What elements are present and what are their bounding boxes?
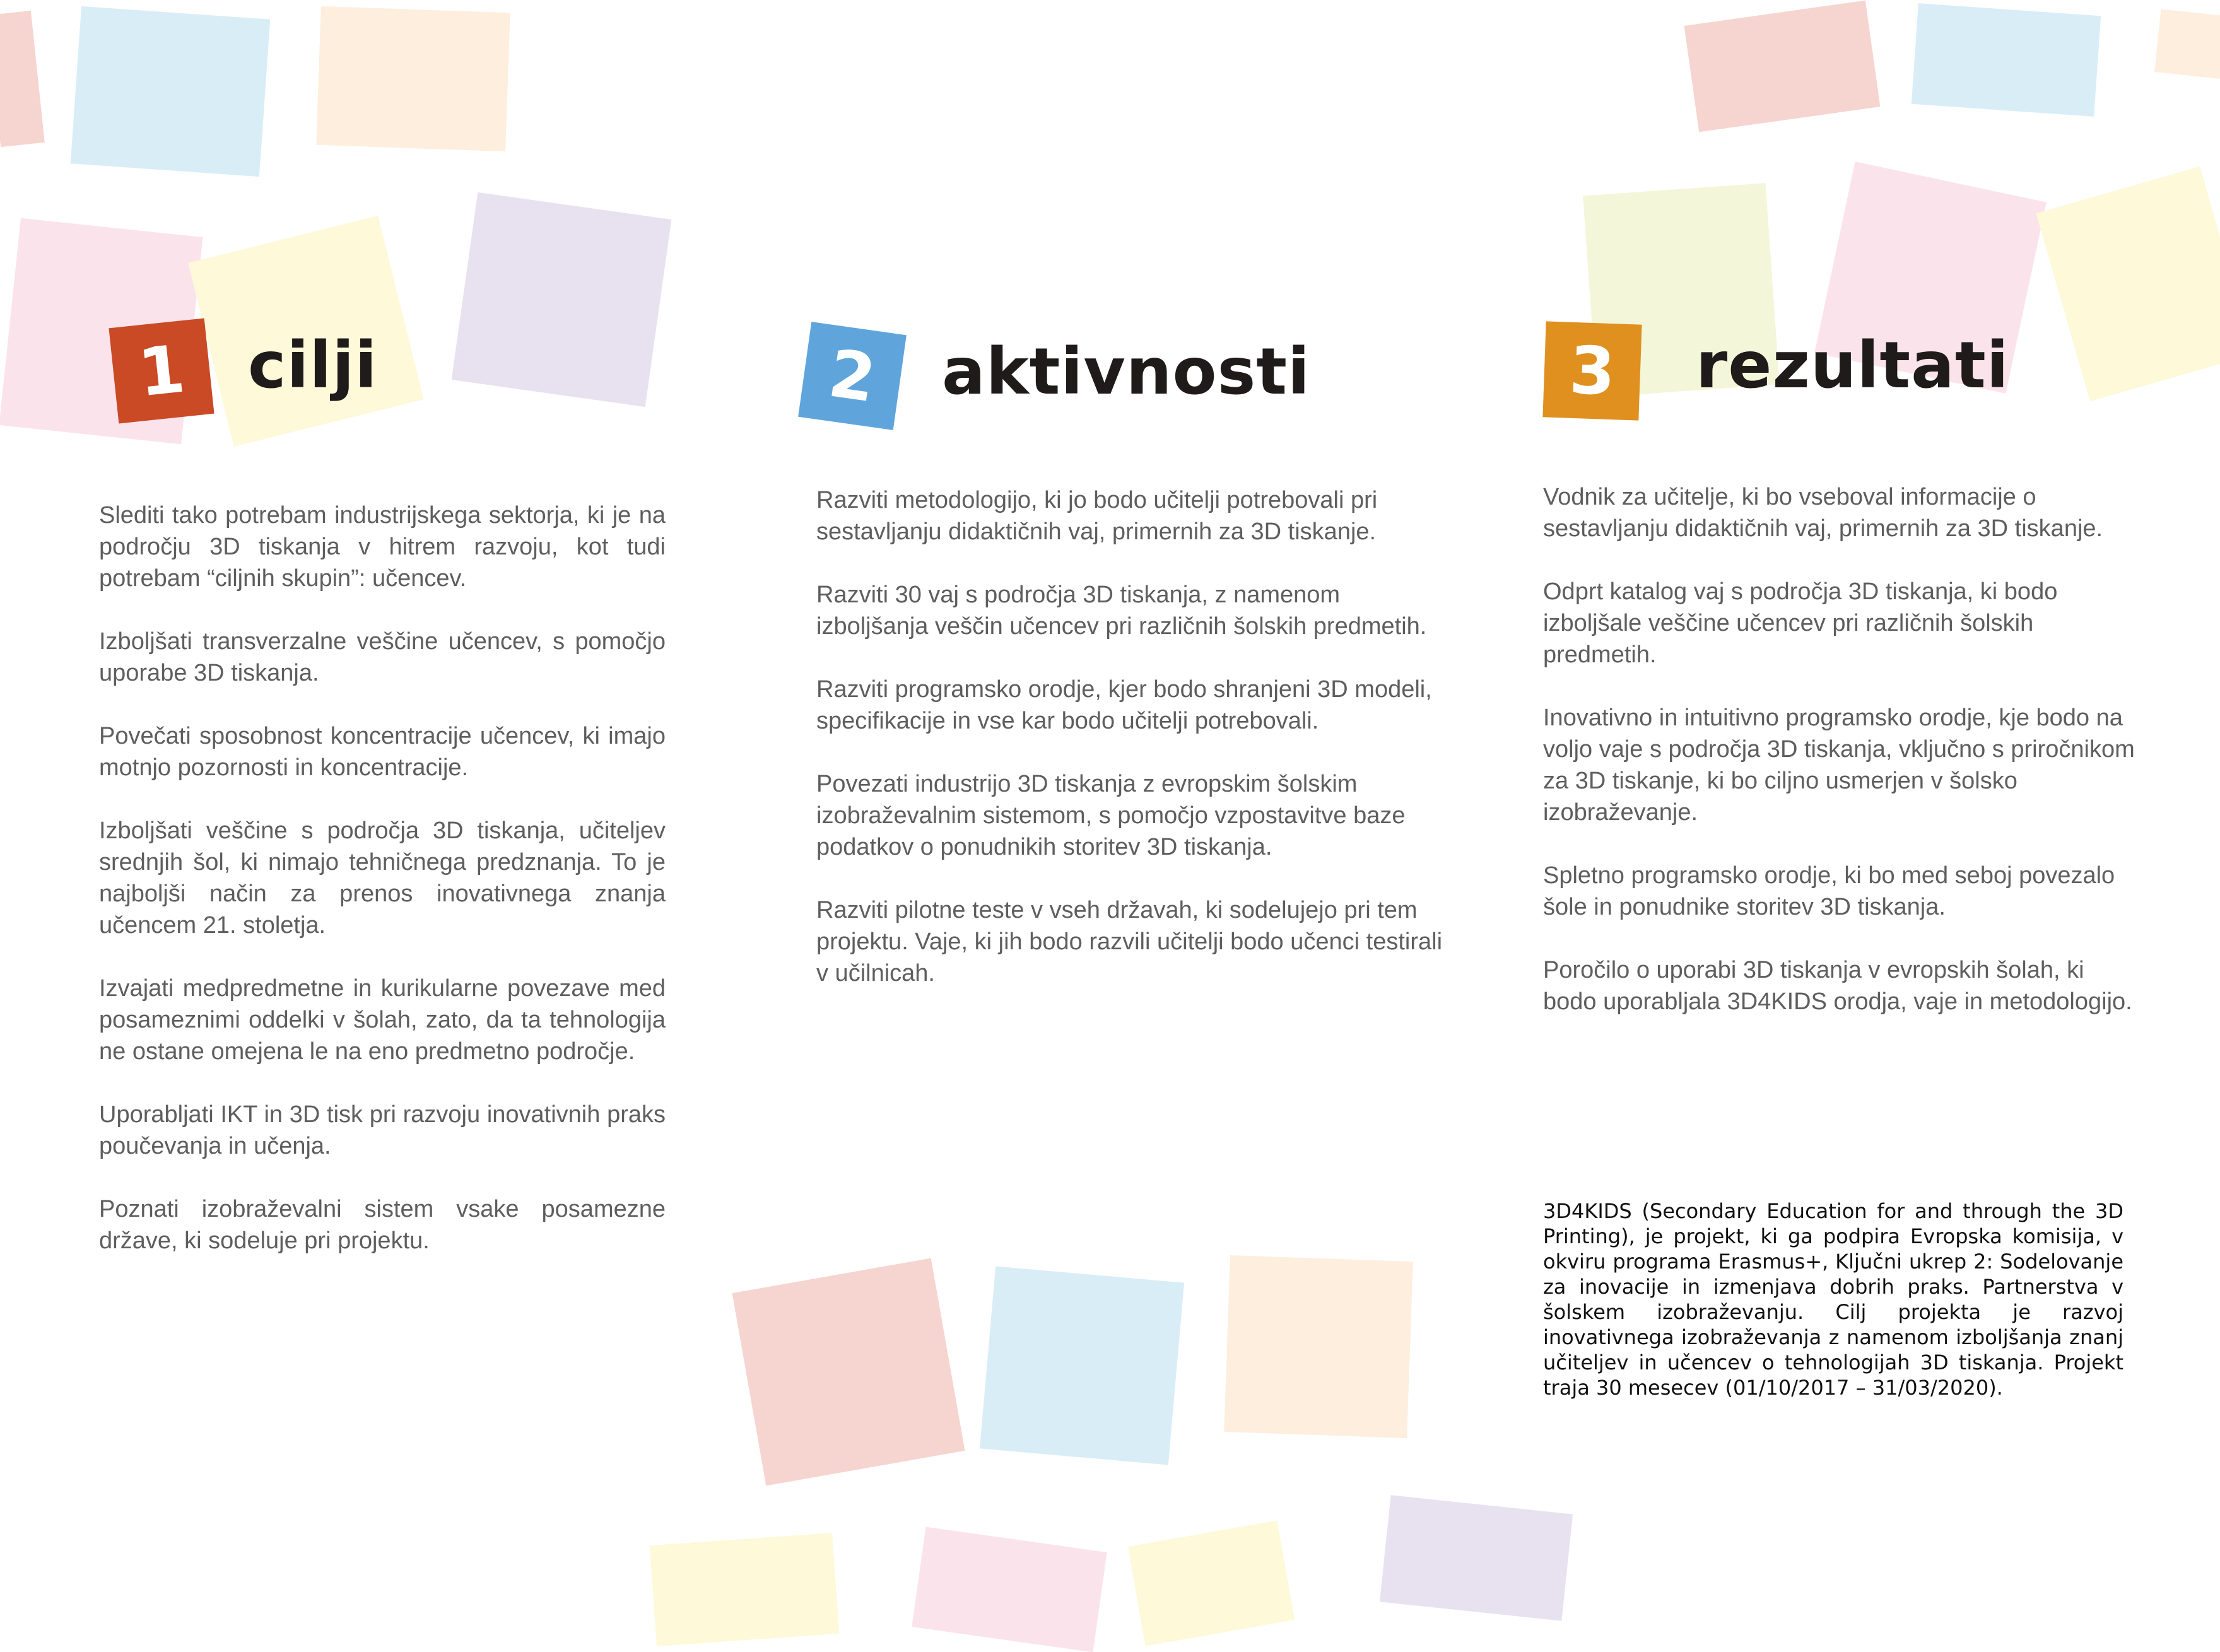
paragraph: Inovativno in intuitivno programsko orodje, kje bodo na voljo vaje s področja 3D tiskanja, vključno s priročnikom za 3D tiskanje, ki bo ciljno usmerjen v šolsko izobraževanje. [1543,705,2135,826]
paragraph: Slediti tako potrebam industrijskega sektorja, ki je na področju 3D tiskanja v hitrem razvoju, kot tudi potrebam “ciljnih skupin”: učencev. [99,502,666,592]
paragraph: Povečati sposobnost koncentracije učencev, ki imajo motnjo pozornosti in koncentracije. [99,723,666,781]
decorative-tile [1912,3,2101,117]
decorative-tile [0,11,45,147]
paragraph: Izvajati medpredmetne in kurikularne povezave med posameznimi oddelki v šolah, zato, da ta tehnologija ne ostane omejena le na eno predmetno področje. [99,975,666,1065]
paragraph: Razviti pilotne teste v vseh državah, ki sodelujejo pri tem projektu. Vaje, ki jih bodo razvili učitelji bodo učenci testirali v učilnicah. [816,897,1443,987]
paragraph: Spletno programsko orodje, ki bo med seboj povezalo šole in ponudnike storitev 3D tiskanja. [1543,862,2115,920]
decorative-tile [452,192,672,407]
section-body [816,484,1447,1021]
decorative-tile [912,1527,1107,1652]
section-number-badge: 2 [798,322,907,430]
paragraph: Izboljšati veščine s področja 3D tiskanja, učiteljev srednjih šol, ki nimajo tehničnega predznanja. To je najboljši način za prenos inovativnega znanja učencem 21. stoletja. [99,817,666,939]
paragraph: Odprt katalog vaj s področja 3D tiskanja, ki bodo izboljšale veščine učencev pri različnih šolskih predmetih. [1543,578,2058,668]
paragraph: Razviti metodologijo, ki jo bodo učitelji potrebovali pri sestavljanju didaktičnih vaj, primernih za 3D tiskanje. [816,487,1378,545]
decorative-tile [71,6,271,177]
decorative-tile [1684,1,1881,132]
paragraph: Vodnik za učitelje, ki bo vseboval informacije o sestavljanju didaktičnih vaj, primernih za 3D tiskanje. [1543,484,2103,542]
decorative-tile [1128,1520,1295,1646]
paragraph: Uporabljati IKT in 3D tisk pri razvoju inovativnih praks poučevanja in učenja. [99,1101,666,1159]
decorative-tile [2036,167,2220,401]
paragraph: Poročilo o uporabi 3D tiskanja v evropskih šolah, ki bodo uporabljala 3D4KIDS orodja, vaje in metodologijo. [1543,957,2132,1015]
paragraph: Razviti programsko orodje, kjer bodo shranjeni 3D modeli, specifikacije in vse kar bodo učitelji potrebovali. [816,676,1432,734]
section-heading: rezultati [1696,328,2009,403]
section-heading: aktivnosti [942,334,1310,409]
section-heading: cilji [248,328,378,403]
section-number-badge: 3 [1542,321,1642,420]
paragraph: Izboljšati transverzalne veščine učencev, s pomočjo uporabe 3D tiskanja. [99,628,666,686]
section-number-badge: 1 [109,318,214,423]
paragraph: Povezati industrijo 3D tiskanja z evropskim šolskim izobraževalnim sistemom, s pomočjo vzpostavitve baze podatkov o ponudnikih storitev 3D tiskanja. [816,771,1406,860]
decorative-tile [980,1266,1184,1465]
decorative-tile [2154,9,2220,79]
section-body [1543,481,2136,1049]
decorative-tile [650,1533,839,1646]
project-note: 3D4KIDS (Secondary Education for and through the 3D Printing), je projekt, ki ga podpira Evropska komisija, v okviru programa Erasmus+, Ključni ukrep 2: Sodelovanje za inovacije in izmenjava dobrih praks. Partnerstva v šolskem izobraževanju. Cilj projekta je razvoj inovativnega izobraževanja z namenom izboljšanja znanj učiteljev in učencev o tehnologijah 3D tiskanja. Projekt traja 30 mesecev (01/10/2017 – 31/03/2020). [1543,1199,2123,1400]
decorative-tile [1380,1495,1573,1620]
decorative-tile [1224,1255,1413,1438]
decorative-tile [732,1258,965,1486]
section-body [99,500,666,1288]
paragraph: Poznati izobraževalni sistem vsake posamezne države, ki sodeluje pri projektu. [99,1196,666,1254]
paragraph: Razviti 30 vaj s področja 3D tiskanja, z namenom izboljšanja veščin učencev pri različnih šolskih predmetih. [816,582,1427,640]
decorative-tile [316,6,510,151]
